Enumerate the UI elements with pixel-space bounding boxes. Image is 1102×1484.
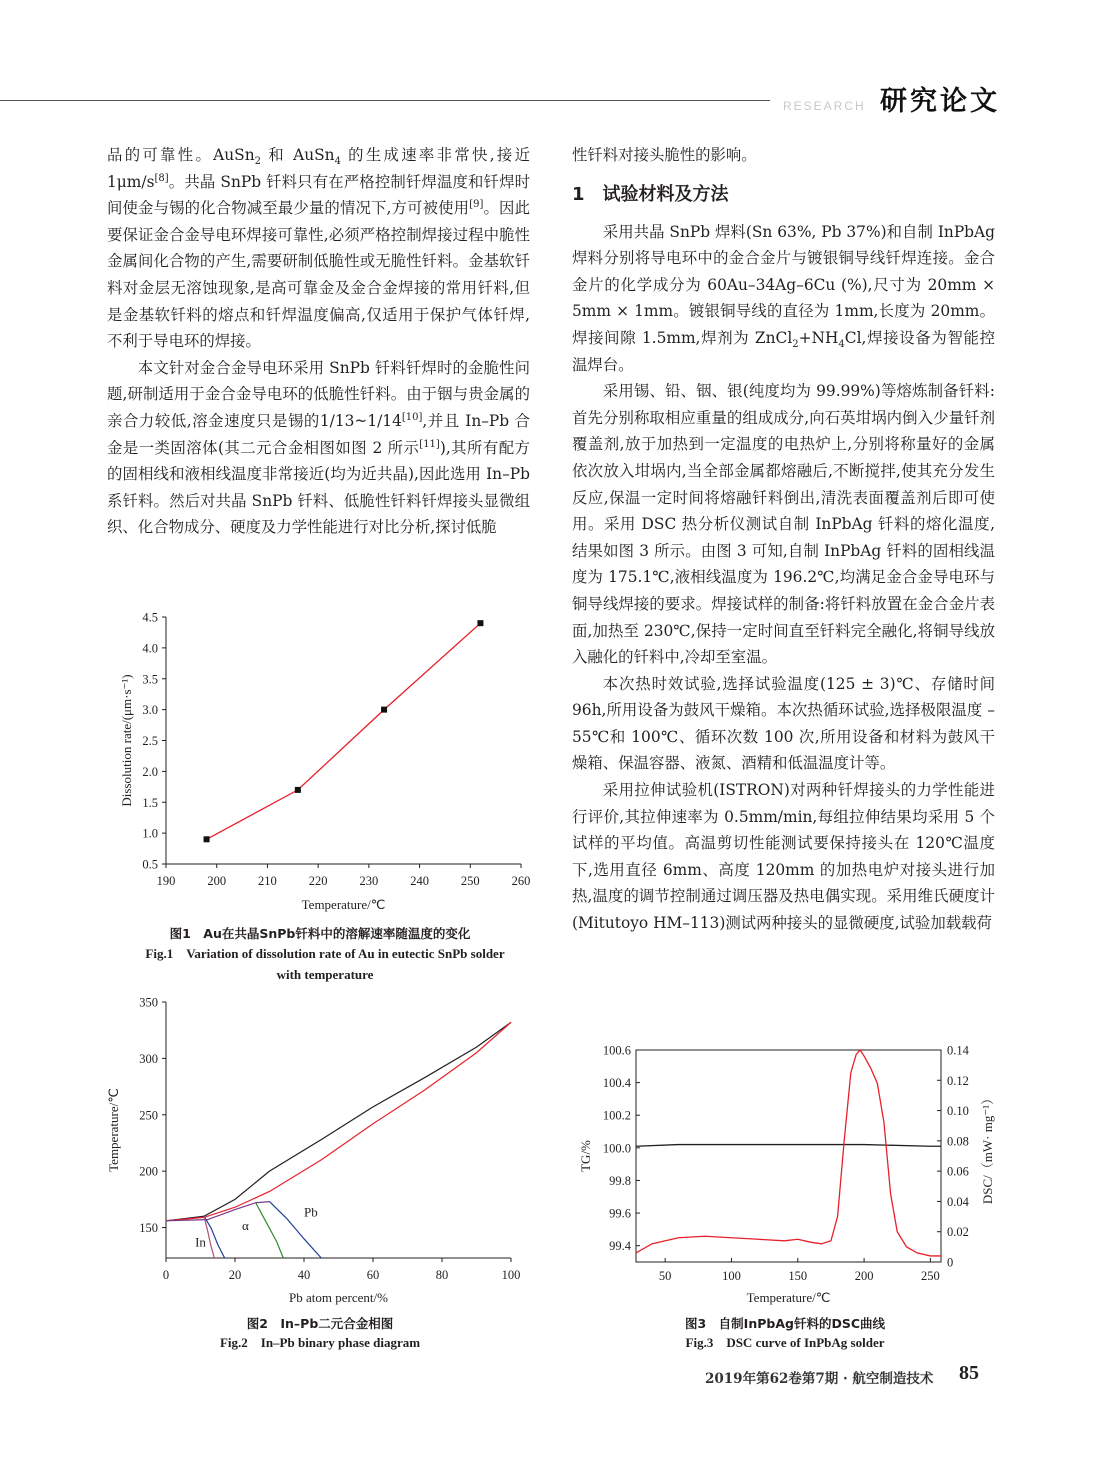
section-heading: 1 试验材料及方法	[572, 183, 729, 205]
figure-3-caption-cn: 图3 自制InPbAg钎料的DSC曲线	[684, 1316, 886, 1331]
fig1-y-tick-label: 3.0	[142, 703, 158, 718]
fig3-y-tick-label: 99.8	[609, 1173, 631, 1188]
fig3-x-tick-label: 200	[854, 1269, 874, 1283]
fig3-y2-tick-label: 0.08	[947, 1134, 969, 1149]
figure-1-caption-en-line1: Fig.1 Variation of dissolution rate of Au in eutectic SnPb solder	[145, 946, 505, 961]
research-label: RESEARCH	[783, 99, 866, 113]
fig3-y2-tick-label: 0.06	[947, 1164, 969, 1179]
research-title-cn: 研究论文	[880, 86, 1000, 117]
fig1-x-tick-label: 260	[511, 874, 531, 888]
fig2-region-label: Pb	[304, 1204, 318, 1220]
fig1-y-tick-label: 4.5	[142, 610, 158, 625]
fig1-x-tick-label: 250	[460, 874, 480, 888]
right-para-1: 采用共晶 SnPb 焊料(Sn 63%, Pb 37%)和自制 InPbAg 焊料分别将导电环中的金合金片与镀银铜导线钎焊连接。金合金片的化学成分为 60Au–34Ag–6Cu (%),尺寸为 20mm × 5mm × 1mm。镀银铜导线的直径为 1mm,长度为 20mm。焊接间隙 1.5mm,焊剂为 $ZnCl_2+NH_4Cl$,焊接设备为智能控温焊台。	[572, 222, 995, 374]
fig1-y-tick-label: 2.5	[142, 734, 158, 748]
page-number: 85	[959, 1362, 979, 1384]
fig2-phase-line-4	[204, 1216, 225, 1258]
figure-1-caption-en	[107, 943, 543, 985]
right-continue: 性钎料对接头脆性的影响。	[572, 146, 757, 164]
fig1-x-tick-label: 230	[359, 874, 379, 888]
fig1-x-tick-label: 200	[207, 874, 227, 888]
fig2-y-label: Temperature/℃	[106, 1088, 121, 1172]
fig2-region-label: α	[241, 1217, 249, 1233]
fig2-phase-line-3	[166, 1202, 270, 1221]
fig3-y-tick-label: 100.2	[602, 1108, 631, 1123]
fig3-x-tick-label: 250	[921, 1269, 940, 1283]
fig1-y-label: Dissolution rate/(μm·s⁻¹)	[119, 674, 134, 807]
fig3-x-tick-label: 150	[788, 1269, 808, 1283]
right-para-3: 本次热时效试验,选择试验温度(125 ± 3)℃、存储时间 96h,所用设备为鼓风干燥箱。本次热循环试验,选择极限温度 –55℃和 100℃、循环次数 100 次,所用设备和材料为鼓风干燥箱、保温容器、液氮、酒精和低温温度计等。	[572, 674, 995, 773]
fig2-x-label: Pb atom percent/%	[289, 1290, 388, 1305]
fig2-y-tick-label: 250	[139, 1108, 158, 1123]
fig3-y-tick-label: 100.6	[602, 1043, 631, 1058]
fig1-y-tick-label: 4.0	[142, 641, 158, 656]
fig2-phase-line-1	[166, 1022, 511, 1220]
fig1-y-tick-label: 1.5	[142, 795, 158, 810]
fig3-y2-tick-label: 0.02	[947, 1225, 969, 1240]
fig1-x-label: Temperature/℃	[301, 897, 386, 912]
fig1-x-tick-label: 190	[156, 874, 176, 888]
fig3-y2-label: DSC/（mW· mg⁻¹）	[980, 1091, 995, 1205]
fig1-x-tick-label: 240	[410, 874, 429, 888]
fig2-x-tick-label: 80	[435, 1268, 449, 1282]
fig3-y2-tick-label: 0.10	[947, 1104, 969, 1119]
fig3-tg-curve	[636, 1145, 941, 1147]
figure-1-caption-cn: 图1 Au在共晶SnPb钎料中的溶解速率随温度的变化	[169, 926, 471, 941]
fig1-data-point	[477, 620, 483, 626]
fig3-y2-tick-label: 0.12	[947, 1073, 969, 1088]
fig1-data-point	[381, 707, 387, 713]
fig1-x-tick-label: 210	[258, 874, 277, 888]
header-rule	[0, 100, 770, 101]
fig3-y2-tick-label: 0.14	[947, 1043, 969, 1058]
fig2-phase-line-5	[204, 1216, 214, 1258]
fig3-x-tick-label: 50	[658, 1269, 672, 1283]
fig1-data-point	[295, 787, 301, 793]
figure-2-caption-en: Fig.2 In–Pb binary phase diagram	[219, 1335, 421, 1350]
fig2-y-tick-label: 200	[139, 1164, 158, 1179]
fig3-x-tick-label: 100	[722, 1269, 741, 1283]
fig2-region-label: In	[195, 1234, 206, 1250]
fig1-data-point	[204, 836, 210, 842]
fig1-series-line	[207, 623, 481, 839]
fig3-y-tick-label: 100.0	[602, 1141, 631, 1156]
fig3-y-tick-label: 99.4	[609, 1239, 631, 1254]
fig1-x-tick-label: 220	[308, 874, 328, 888]
fig2-y-tick-label: 300	[139, 1051, 158, 1066]
fig3-plot-frame	[636, 1050, 941, 1262]
fig2-x-tick-label: 60	[366, 1268, 380, 1282]
fig2-x-tick-label: 100	[501, 1268, 521, 1282]
right-column	[572, 142, 995, 937]
fig3-y-label: TG/%	[578, 1140, 593, 1172]
left-para-2: 本文针对金合金导电环采用 SnPb 钎料钎焊时的金脆性问题,研制适用于金合金导电环的低脆性钎料。由于铟与贵金属的亲合力较低,溶金速度只是锡的1/13~1/14[10],并且 In–Pb 合金是一类固溶体(其二元合金相图如图 2 所示[11]),其所有配方的固相线和液相线温度非常接近(均为近共晶),因此选用 In–Pb 系钎料。然后对共晶 SnPb 钎料、低脆性钎料钎焊接头显微组织、化合物成分、硬度及力学性能进行对比分析,探讨低脆	[107, 358, 530, 537]
fig2-y-tick-label: 150	[139, 1221, 158, 1236]
fig2-x-tick-label: 40	[297, 1268, 311, 1282]
right-para-2: 采用锡、铅、铟、银(纯度均为 99.99%)等熔炼制备钎料:首先分别称取相应重量的组成成分,向石英坩埚内倒入少量钎剂覆盖剂,放于加热到一定温度的电热炉上,分别将称量好的金属依次放入坩埚内,当全部金属都熔融后,不断搅拌,使其充分发生反应,保温一定时间将熔融钎料倒出,清洗表面覆盖剂后即可使用。采用 DSC 热分析仪测试自制 InPbAg 钎料的熔化温度,结果如图 3 所示。由图 3 可知,自制 InPbAg 钎料的固相线温度为 175.1℃,液相线温度为 196.2℃,均满足金合金导电环与铜导线焊接的要求。焊接试样的制备:将钎料放置在金合金片表面,加热至 230℃,保持一定时间直至钎料完全融化,将铜导线放入融化的钎料中,冷却至室温。	[572, 382, 995, 667]
fig2-phase-line-7	[270, 1202, 322, 1258]
fig2-x-tick-label: 0	[162, 1268, 170, 1282]
figure-3-caption-en: Fig.3 DSC curve of InPbAg solder	[685, 1335, 885, 1350]
fig2-phase-line-2	[166, 1022, 511, 1220]
right-para-4: 采用拉伸试验机(ISTRON)对两种钎焊接头的力学性能进行评价,其拉伸速率为 0.5mm/min,每组拉伸结果均采用 5 个试样的平均值。高温剪切性能测试要保持接头在 120℃温度下,选用直径 6mm、高度 120mm 的加热电炉对接头进行加热,温度的调节控制通过调压器及热电偶实现。采用维氏硬度计(Mitutoyo HM–113)测试两种接头的显微硬度,试验加载载荷	[572, 781, 995, 933]
fig3-y-tick-label: 100.4	[602, 1076, 631, 1091]
fig2-y-tick-label: 350	[139, 995, 158, 1010]
fig1-y-tick-label: 1.0	[142, 826, 158, 841]
figure-1-caption-en-line2: with temperature	[276, 967, 374, 982]
fig3-x-label: Temperature/℃	[746, 1290, 831, 1305]
left-column	[107, 142, 530, 541]
fig1-y-tick-label: 2.0	[142, 764, 158, 779]
fig2-x-tick-label: 20	[228, 1268, 242, 1282]
journal-footer: 2019年第62卷第7期 · 航空制造技术	[705, 1371, 934, 1387]
fig3-y2-tick-label: 0.04	[947, 1194, 969, 1209]
fig3-y-tick-label: 99.6	[609, 1206, 631, 1221]
fig3-y2-tick-label: 0	[947, 1255, 954, 1270]
figure-2-caption-cn: 图2 In–Pb二元合金相图	[246, 1316, 394, 1331]
left-para-1: 品的可靠性。AuSn$_2$ 和 AuSn$_4$ 的生成速率非常快,接近1μm/s[8]。共晶 SnPb 钎料只有在严格控制钎焊温度和钎焊时间使金与锡的化合物减至最少量的情况下,方可被使用[9]。因此要保证金合金导电环焊接可靠性,必须严格控制焊接过程中脆性金属间化合物的产生,需要研制低脆性或无脆性钎料。金基软钎料对金层无溶蚀现象,是高可靠金及金合金焊接的常用钎料,但是金基软钎料的熔点和钎焊温度偏高,仅适用于保护气体钎焊,不利于导电环的焊接。	[107, 146, 530, 351]
fig3-dsc-curve	[636, 1050, 941, 1256]
fig1-y-tick-label: 0.5	[142, 857, 158, 872]
fig2-phase-line-6	[256, 1203, 284, 1258]
fig1-y-tick-label: 3.5	[142, 672, 158, 687]
